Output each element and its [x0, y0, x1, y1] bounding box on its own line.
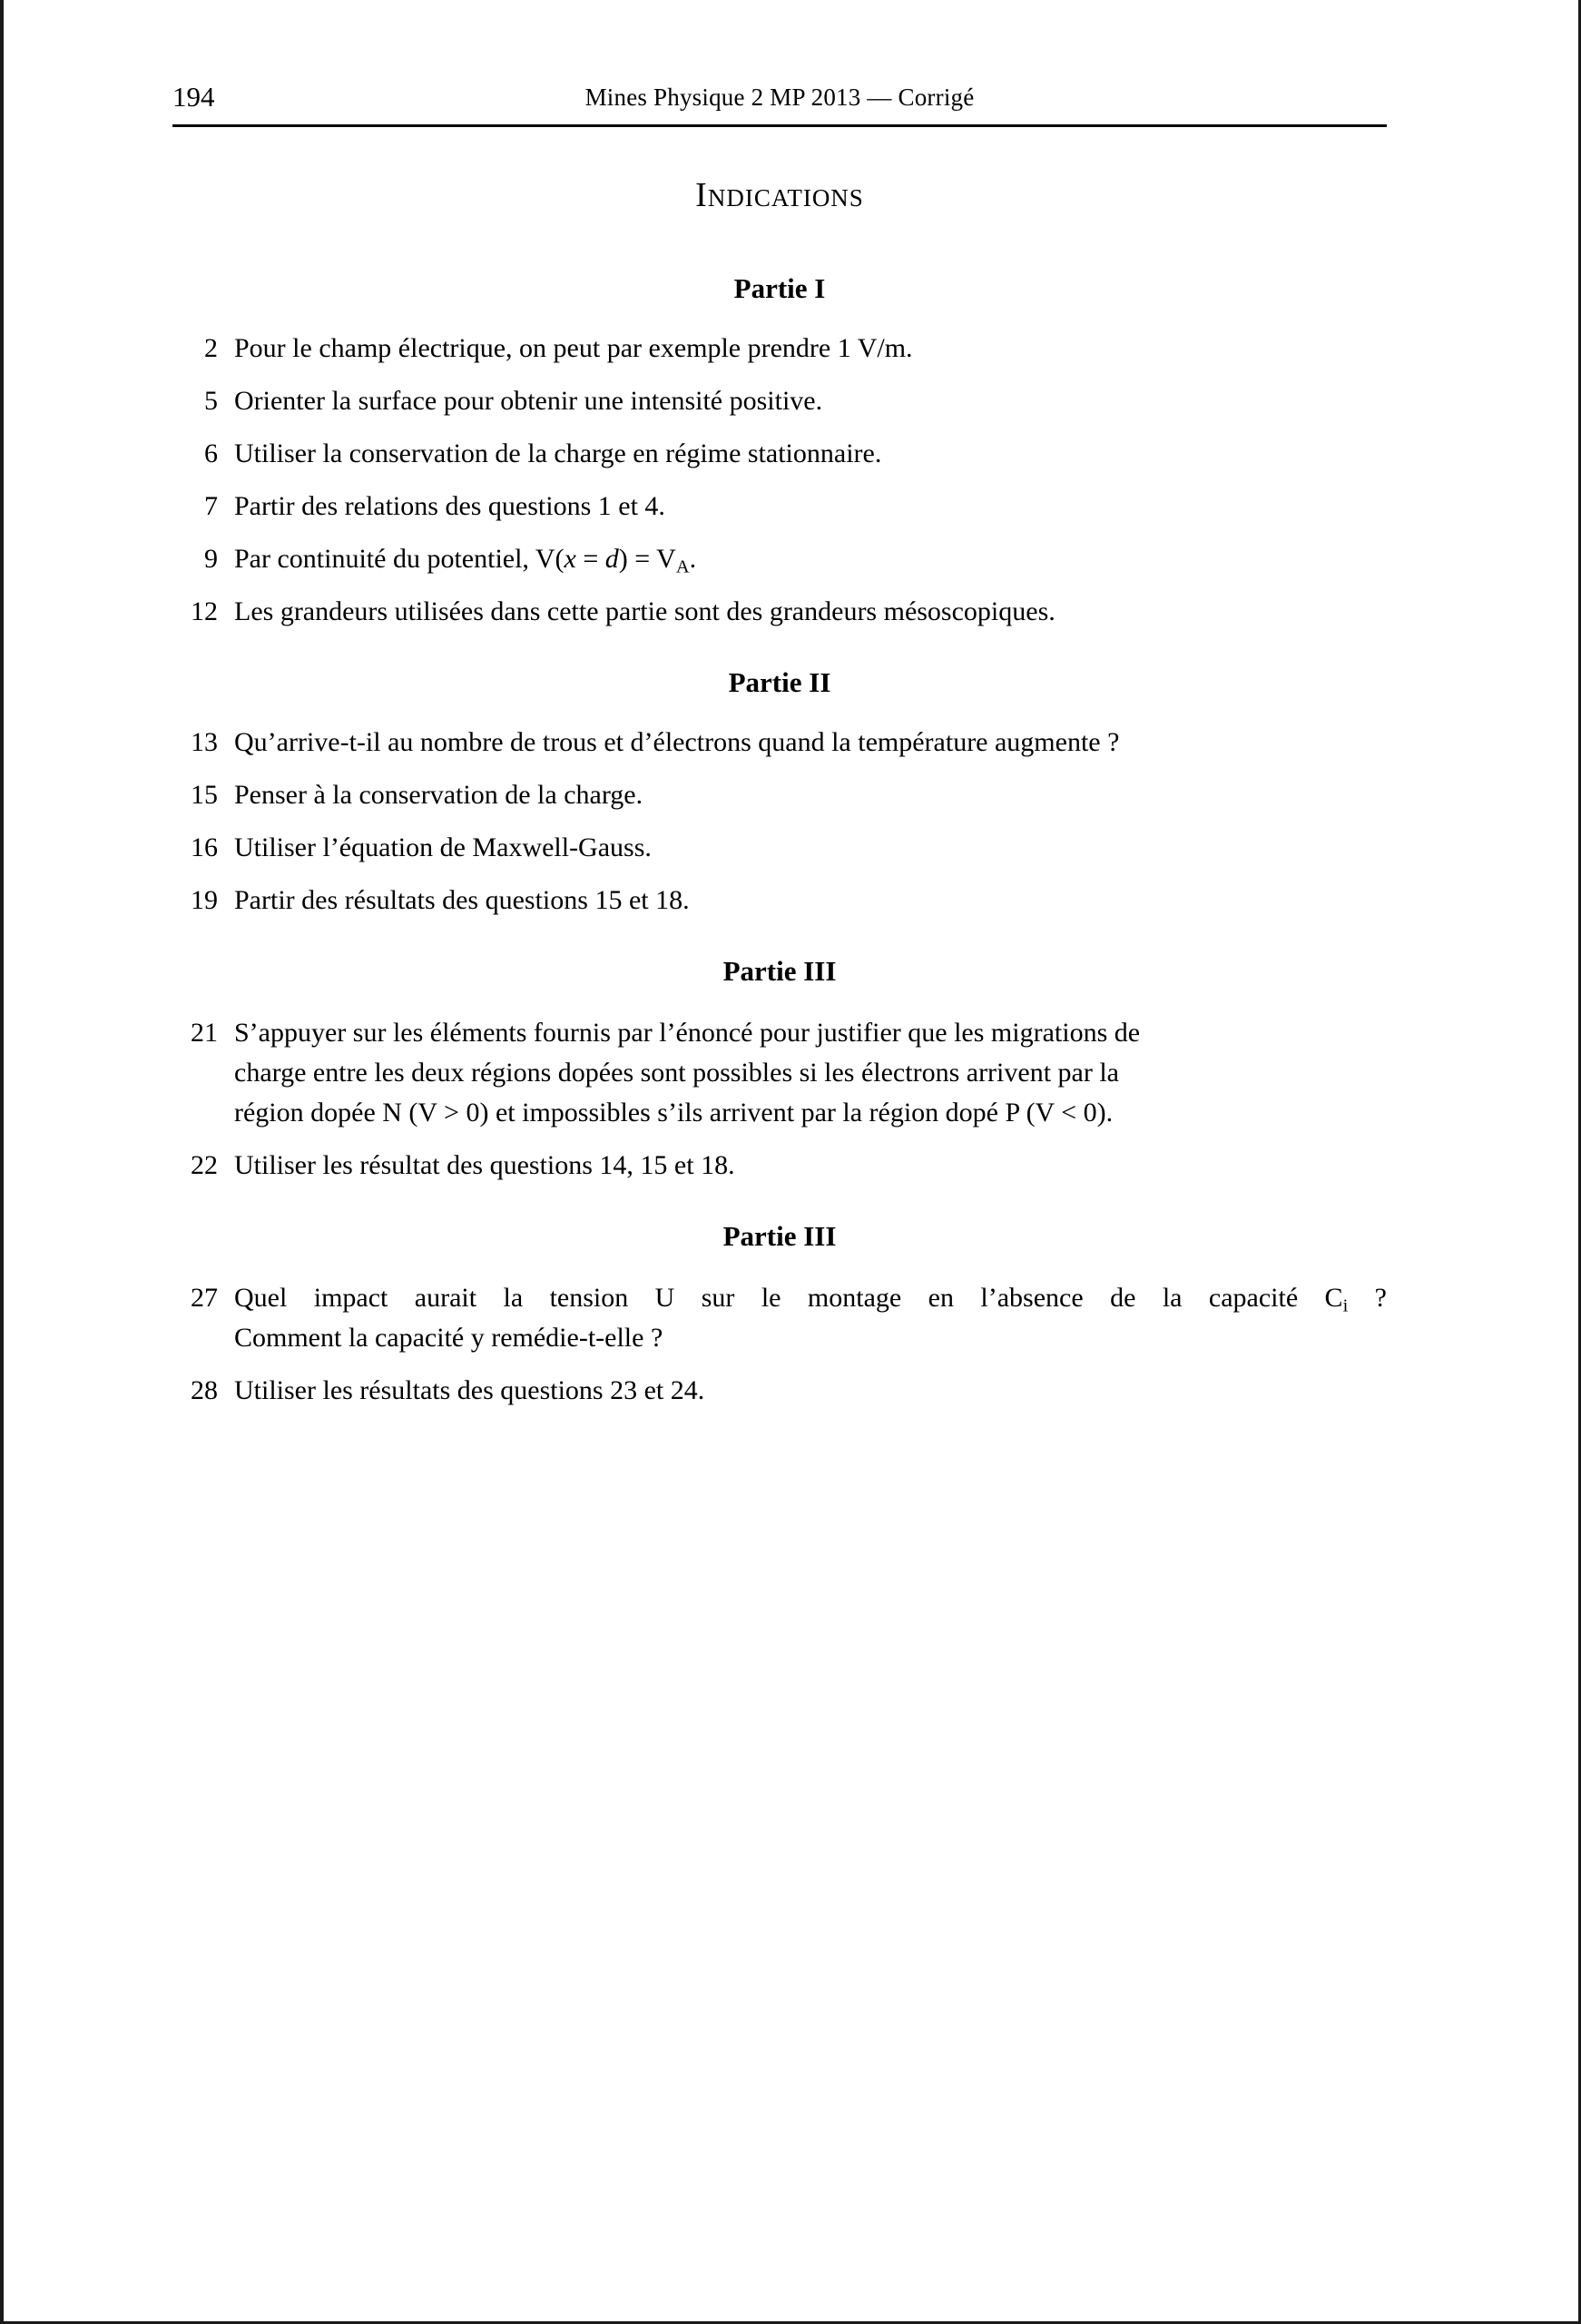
hint-item: [172, 434, 1387, 474]
hint-text: Partir des relations des questions 1 et 4.: [234, 491, 665, 521]
hint-number: 22: [191, 1150, 218, 1180]
hint-number: 27: [191, 1283, 218, 1313]
hint-text: Pour le champ électrique, on peut par exemple prendre 1 V/m.: [234, 333, 913, 363]
hint-text: Utiliser la conservation de la charge en régime stationnaire.: [234, 438, 882, 468]
hint-item: [172, 1371, 1387, 1411]
hint-line: [234, 1278, 1387, 1318]
hint-text: Penser à la conservation de la charge.: [234, 780, 643, 810]
hint-text: Les grandeurs utilisées dans cette partie sont des grandeurs mésoscopiques.: [234, 596, 1056, 626]
hint-text: Utiliser les résultats des questions 23 et 24.: [234, 1375, 705, 1405]
hint-text: Orienter la surface pour obtenir une intensité positive.: [234, 386, 823, 416]
hint-text: [234, 539, 1387, 579]
hint-list-partie-i: [172, 329, 1387, 632]
hint-item: [172, 881, 1387, 921]
page-title: Indications: [695, 176, 864, 214]
hint-number: 15: [191, 780, 218, 810]
hint-number: 16: [191, 832, 218, 862]
math-mid: ) = V: [618, 544, 676, 574]
running-head: Mines Physique 2 MP 2013 — Corrigé: [584, 84, 975, 111]
hint-line: Comment la capacité y remédie-t-elle ?: [234, 1323, 663, 1353]
hint-item: [172, 723, 1387, 763]
page-header: [172, 76, 1387, 118]
hint-text: [234, 1013, 1387, 1133]
hint-text: Partir des résultats des questions 15 et 18.: [234, 885, 690, 915]
folio-number: 194: [172, 81, 215, 113]
hint-list-partie-ii: [172, 723, 1387, 921]
math-variable-x: x: [564, 544, 576, 574]
hint-item: [172, 1013, 1387, 1133]
hint-number: 5: [204, 386, 218, 416]
hint-number: 19: [191, 885, 218, 915]
hint-line: région dopée N (V > 0) et impossibles s’ils arrivent par la région dopé P (V < 0).: [234, 1098, 1114, 1128]
hint-math-tail: .: [689, 544, 697, 574]
hint-number: 13: [191, 727, 218, 757]
hint-number: 21: [191, 1018, 218, 1048]
hint-item: [172, 1146, 1387, 1186]
hint-item: [172, 539, 1387, 579]
hint-line: S’appuyer sur les éléments fournis par l’énoncé pour justifier que les migrations de: [234, 1018, 1141, 1048]
hint-text: [234, 1278, 1387, 1358]
hint-item: [172, 1278, 1387, 1358]
hint-list-partie-iii-b: [172, 1278, 1387, 1411]
hint-line-lead: Quel impact aurait la tension U sur le montage en l’absence de la capacité C: [234, 1283, 1343, 1313]
hint-item: [172, 775, 1387, 815]
math-variable-d: d: [604, 544, 619, 574]
hint-number: 28: [191, 1375, 218, 1405]
hint-number: 2: [204, 333, 218, 363]
hint-text: Utiliser les résultat des questions 14, 15 et 18.: [234, 1150, 735, 1180]
hint-number: 12: [191, 596, 218, 626]
hint-text: Qu’arrive-t-il au nombre de trous et d’électrons quand la température augmente ?: [234, 727, 1120, 757]
hint-line: charge entre les deux régions dopées sont possibles si les électrons arrivent par la: [234, 1058, 1119, 1088]
hint-item: [172, 592, 1387, 632]
hint-text: Utiliser l’équation de Maxwell-Gauss.: [234, 832, 652, 862]
hints-body: [172, 272, 1387, 1411]
section-heading-partie-iii-b: Partie III: [722, 1220, 837, 1252]
hint-list-partie-iii-a: [172, 1013, 1387, 1186]
math-subscript-a: A: [675, 556, 690, 577]
hint-line-tail: ?: [1348, 1283, 1387, 1313]
hint-number: 9: [204, 544, 218, 574]
section-heading-partie-ii: Partie II: [728, 666, 831, 698]
hint-item: [172, 381, 1387, 421]
math-subscript-i: i: [1342, 1295, 1349, 1316]
hint-number: 7: [204, 491, 218, 521]
page-content: [4, 0, 1581, 2324]
math-equals: =: [575, 544, 605, 574]
hint-item: [172, 329, 1387, 369]
hint-item: [172, 828, 1387, 868]
hint-item: [172, 487, 1387, 527]
hint-math-lead: Par continuité du potentiel, V(: [234, 544, 565, 574]
section-heading-partie-i: Partie I: [733, 272, 826, 304]
section-heading-partie-iii-a: Partie III: [722, 955, 837, 987]
header-rule: [172, 124, 1387, 127]
hint-number: 6: [204, 438, 218, 468]
